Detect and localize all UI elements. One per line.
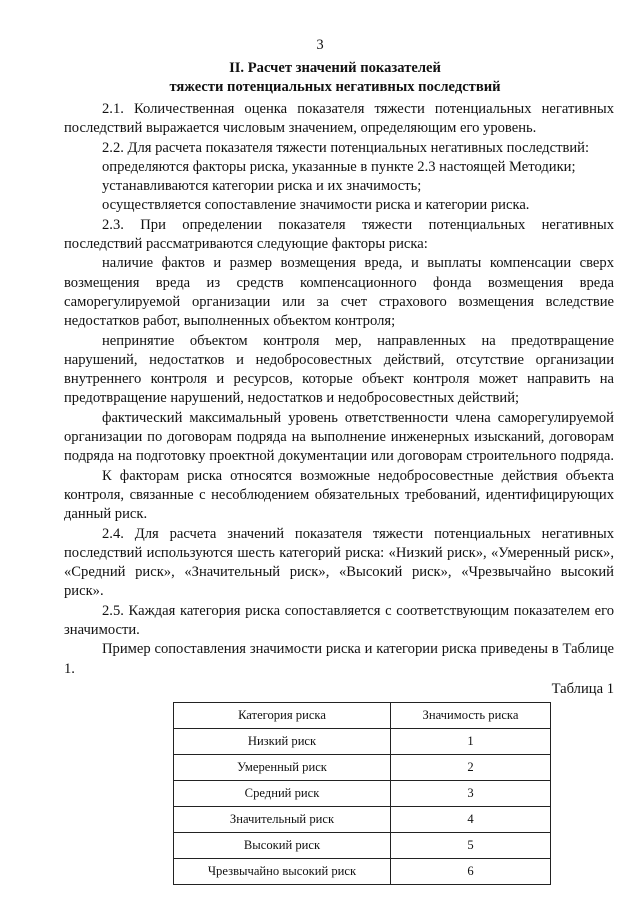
table-cell-category: Высокий риск [174, 832, 391, 858]
table-cell-category: Значительный риск [174, 806, 391, 832]
table-header-row [174, 702, 551, 728]
page-number: 3 [316, 37, 324, 53]
table-cell-significance: 4 [391, 806, 551, 832]
table-cell-category: Умеренный риск [174, 754, 391, 780]
table-cell-significance: 3 [391, 780, 551, 806]
risk-table [173, 702, 551, 885]
paragraph-2-5: 2.5. Каждая категория риска сопоставляется с соответствующим показателем его значимости. [64, 602, 614, 639]
table-caption: Таблица 1 [551, 680, 614, 697]
table-row [174, 728, 551, 754]
list-item-compare: осуществляется сопоставление значимости риска и категории риска. [102, 197, 530, 214]
table-cell-category: Низкий риск [174, 728, 391, 754]
list-item-set-categories: устанавливаются категории риска и их значимость; [102, 178, 422, 195]
paragraph-2-2: 2.2. Для расчета показателя тяжести потенциальных негативных последствий: [102, 139, 590, 156]
paragraph-risk-factors-definition: К факторам риска относятся возможные недобросовестные действия объекта контроля, связанные с несоблюдением обязательных требований, идентифицирующих данный риск. [64, 467, 614, 523]
table-row [174, 832, 551, 858]
table-row [174, 754, 551, 780]
paragraph-2-3: 2.3. При определении показателя тяжести потенциальных негативных последствий рассматриваются следующие факторы риска: [64, 216, 614, 253]
table-cell-significance: 2 [391, 754, 551, 780]
table-cell-significance: 6 [391, 858, 551, 884]
document-body [64, 100, 614, 885]
column-header-category: Категория риска [174, 702, 391, 728]
section-heading-line-2: тяжести потенциальных негативных последствий [169, 79, 501, 95]
list-item-determine-factors: определяются факторы риска, указанные в пункте 2.3 настоящей Методики; [102, 158, 576, 175]
table-row [174, 806, 551, 832]
column-header-significance: Значимость риска [391, 702, 551, 728]
table-row [174, 858, 551, 884]
table-cell-significance: 5 [391, 832, 551, 858]
table-cell-category: Средний риск [174, 780, 391, 806]
table-cell-significance: 1 [391, 728, 551, 754]
risk-factor-damage-compensation: наличие фактов и размер возмещения вреда, и выплаты компенсации сверх возмещения вреда из средств компенсационного фонда возмещения вреда саморегулируемой организации или за счет страхового возмещения вследствие недостатков работ, выполненных объектом контроля; [64, 255, 614, 330]
risk-factor-no-measures: непринятие объектом контроля мер, направленных на предотвращение нарушений, недостатков и недобросовестных действий, отсутствие организации внутреннего контроля и ресурсов, которые объект контроля может направить на предотвращение нарушений, недостатков и недобросовестных действий; [64, 332, 614, 407]
risk-factor-liability-level: фактический максимальный уровень ответственности члена саморегулируемой организации по договорам подряда на выполнение инженерных изысканий, договорам подряда на подготовку проектной документации или договорам строительного подряда. [64, 409, 614, 465]
section-heading-line-1: II. Расчет значений показателей [229, 60, 441, 76]
table-cell-category: Чрезвычайно высокий риск [174, 858, 391, 884]
paragraph-2-1: 2.1. Количественная оценка показателя тяжести потенциальных негативных последствий выражается числовым значением, определяющим его уровень. [64, 101, 614, 137]
paragraph-table-reference: Пример сопоставления значимости риска и категории риска приведены в Таблице 1. [64, 641, 614, 677]
table-row [174, 780, 551, 806]
section-heading [60, 59, 610, 97]
paragraph-2-4: 2.4. Для расчета значений показателя тяжести потенциальных негативных последствий используются шесть категорий риска: «Низкий риск», «Умеренный риск», «Средний риск», «Значительный риск», «Высокий риск», «Чрезвычайно высокий риск». [64, 525, 614, 600]
